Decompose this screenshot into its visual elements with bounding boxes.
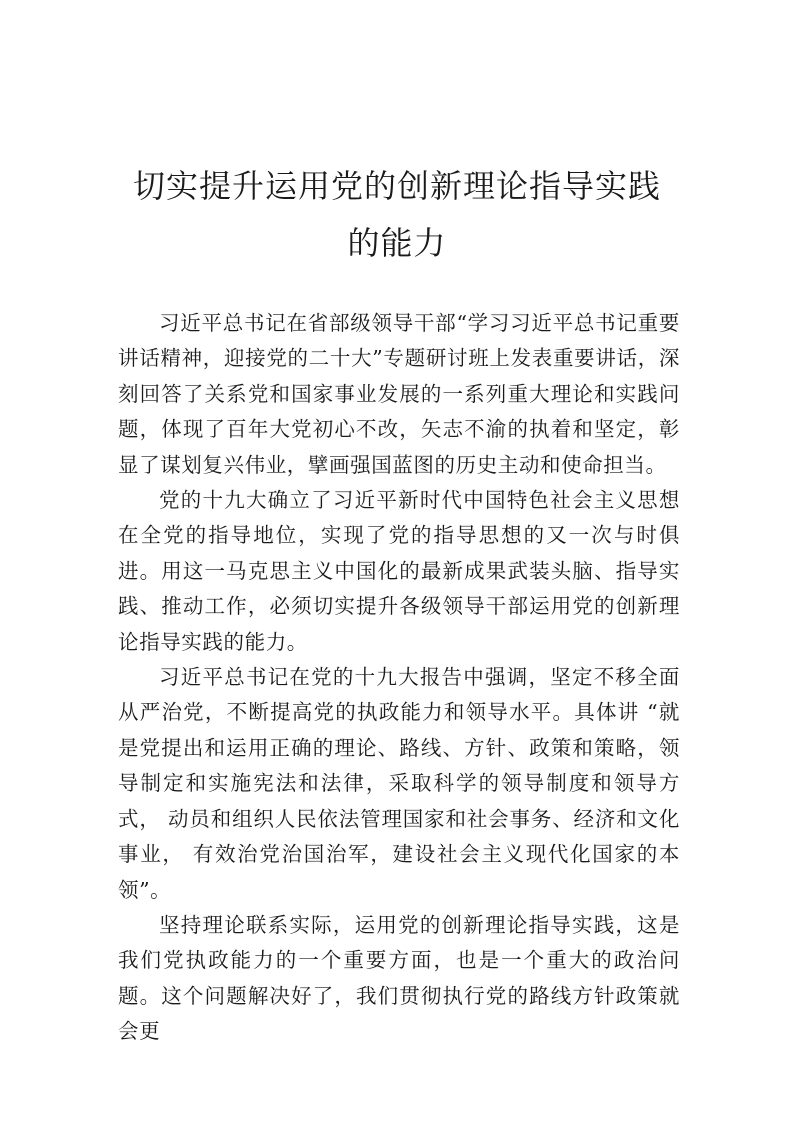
paragraph-1: 习近平总书记在省部级领导干部“学习习近平总书记重要讲话精神，迎接党的二十大”专题研讨班上发表重要讲话，深刻回答了关系党和国家事业发展的一系列重大理论和实践问题，体现了百年大党初心不改，矢志不渝的执着和坚定，彰显了谋划复兴伟业，擘画强国蓝图的历史主动和使命担当。 bbox=[118, 311, 680, 477]
paragraph-4: 坚持理论联系实际，运用党的创新理论指导实践，这是我们党执政能力的一个重要方面，也是一个重大的政治问题。这个问题解决好了，我们贯彻执行党的路线方针政策就会更 bbox=[118, 912, 680, 1044]
paragraph-3: 习近平总书记在党的十九大报告中强调，坚定不移全面从严治党，不断提高党的执政能力和领导水平。具体讲 “就是党提出和运用正确的理论、路线、方针、政策和策略，领 导制定和实施宪法和法律，采取科学的领导制度和领导方式， 动员和组织人民依法管理国家和社会事务、经济和文化事业， 有效治党治国治军，建设社会主义现代化国家的本领”。 bbox=[118, 665, 688, 902]
paragraph-2: 党的十九大确立了习近平新时代中国特色社会主义思想在全党的指导地位，实现了党的指导思想的又一次与时俱进。用这一马克思主义中国化的最新成果武装头脑、指导实践、推动工作，必须切实提升各级领导干部运用党的创新理论指导实践的能力。 bbox=[118, 488, 680, 654]
document-title: 切实提升运用党的创新理论指导实践的能力 bbox=[132, 167, 661, 262]
document-body bbox=[118, 306, 688, 1050]
